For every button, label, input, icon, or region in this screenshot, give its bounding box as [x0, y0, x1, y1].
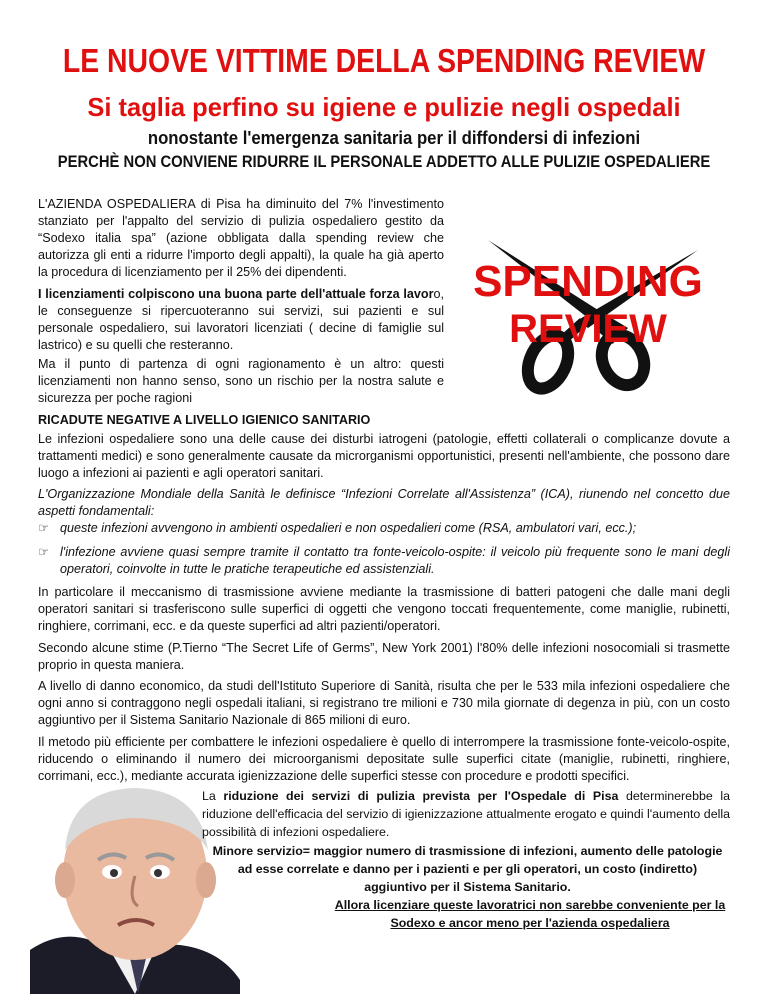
bullet-item-2-text: l'infezione avviene quasi sempre tramite il contatto tra fonte-veicolo-ospite: il veicolo più frequente sono le mani degli operatori, coinvolte in tutte le pratiche terapeutiche ed assistenziali. [60, 545, 730, 576]
pointing-hand-icon: ☞ [38, 521, 50, 535]
section-paragraph-5: A livello di danno economico, da studi dell'Istituto Superiore di Sanità, risulta che per le 533 mila infezioni ospedaliere che ogni anno si contraggono negli ospedali italiani, si registrano tre milioni e 730 mila giornate di degenza in più, con un costo aggiuntivo per il Sistema Sanitario Nazionale di 865 milioni di euro. [38, 679, 730, 727]
logo-word-review: REVIEW [509, 307, 667, 351]
intro-paragraph-2 [38, 286, 444, 354]
closing-paragraph-3: Allora licenziare queste lavoratrici non sarebbe conveniente per la Sodexo e ancor meno per l'azienda ospedaliera [334, 898, 726, 930]
intro-paragraph-1: L'AZIENDA OSPEDALIERA di Pisa ha diminuito del 7% l'investimento stanziato per l'appalto del servizio di pulizia ospedaliero gestito da “Sodexo italia spa” (azione obbligata dalla spending review che autorizza gli enti a ridurre l'importo degli appalti), la quale ha già aperto la procedura di licenziamento per il 25% dei dipendenti. [38, 197, 444, 279]
page-title: LE NUOVE VITTIME DELLA SPENDING REVIEW [62, 42, 706, 79]
spending-review-scissors-logo [448, 210, 728, 415]
section-paragraph-2: L'Organizzazione Mondiale della Sanità le definisce “Infezioni Correlate all'Assistenza” (ICA), riunendo nel concetto due aspetti fondamentali: [38, 487, 730, 518]
intro-paragraph-3: Ma il punto di partenza di ogni ragionamento è un altro: questi licenziamenti non hanno senso, sono un rischio per la nostra salute e sicurezza per poche ragioni [38, 357, 444, 405]
bullet-item-1-text: queste infezioni avvengono in ambienti ospedalieri e non ospedalieri come (RSA, ambulatori vari, ecc.); [60, 521, 637, 535]
closing-paragraph-1-pre: La [202, 789, 224, 803]
section-paragraph-4: Secondo alcune stime (P.Tierno “The Secret Life of Germs”, New York 2001) l'80% delle infezioni nosocomiali si trasmette proprio in questa maniera. [38, 641, 730, 672]
subtitle-line-4: PERCHÈ NON CONVIENE RIDURRE IL PERSONALE ADDETTO ALLE PULIZIE OSPEDALIERE [57, 152, 711, 171]
closing-paragraph-1-rest: determinerebbe la riduzione dell'efficacia del servizio di igienizzazione attualmente erogato e quindi l'aumento della possibilità di infezioni ospedaliere. [202, 789, 730, 839]
subtitle-line-3: nonostante l'emergenza sanitaria per il diffondersi di infezioni [147, 128, 641, 148]
pointing-hand-icon: ☞ [38, 545, 50, 559]
page-subtitle: Si taglia perfino su igiene e pulizie negli ospedali [87, 92, 681, 122]
section-paragraph-6: Il metodo più efficiente per combattere le infezioni ospedaliere è quello di interrompere la trasmissione fonte-veicolo-ospite, riducendo o eliminando il numero dei microorganismi depositate sulle superfici citate (maniglie, rubinetti, ringhiere, corrimani, ecc.), mediante accurata igienizzazione delle superfici stesse con procedure e prodotti specifici. [38, 735, 730, 783]
logo-word-spending: SPENDING [473, 257, 703, 306]
closing-paragraph-1 [202, 787, 730, 841]
bullet-item-1 [38, 520, 730, 537]
closing-paragraph-1-bold: riduzione dei servizi di pulizia prevista per l'Ospedale di Pisa [223, 789, 619, 803]
section-heading: RICADUTE NEGATIVE A LIVELLO IGIENICO SANITARIO [38, 413, 371, 427]
intro-paragraph-2-bold: I licenziamenti colpiscono una buona parte dell'attuale forza lavor [38, 287, 434, 301]
intro-paragraph-2-rest: o, le conseguenze si ripercuoteranno sui servizi, sui pazienti e sul personale ospedaliero, sui lavoratori licenziati ( decine di famiglie sul lastrico) e su quelli che resteranno. [38, 287, 444, 352]
closing-paragraph-2: Minore servizio= maggior numero di trasmissione di infezioni, aumento delle patologie ad esse correlate e danno per i pazienti e per gli operatori, un costo (indiretto) aggiuntivo per il Sistema Sanitario. [212, 844, 723, 894]
section-paragraph-3: In particolare il meccanismo di trasmissione avviene mediante la trasmissione di batteri patogeni che dalle mani degli operatori sanitari si trasferiscono sulle superfici di oggetti che vengono toccati frequentemente, come maniglie, rubinetti, ringhiere, corrimani, ecc. e da queste superfici ad altri pazienti/operatori. [38, 585, 730, 633]
section-paragraph-1: Le infezioni ospedaliere sono una delle cause dei disturbi iatrogeni (patologie, effetti collaterali o complicanze dovute a trattamenti medici) e sono generalmente causate da microrganismi opportunistici, presenti nell'ambiente, che possono dare luogo a infezioni ai pazienti e agli operatori sanitari. [38, 432, 730, 480]
bullet-item-2 [38, 544, 730, 578]
